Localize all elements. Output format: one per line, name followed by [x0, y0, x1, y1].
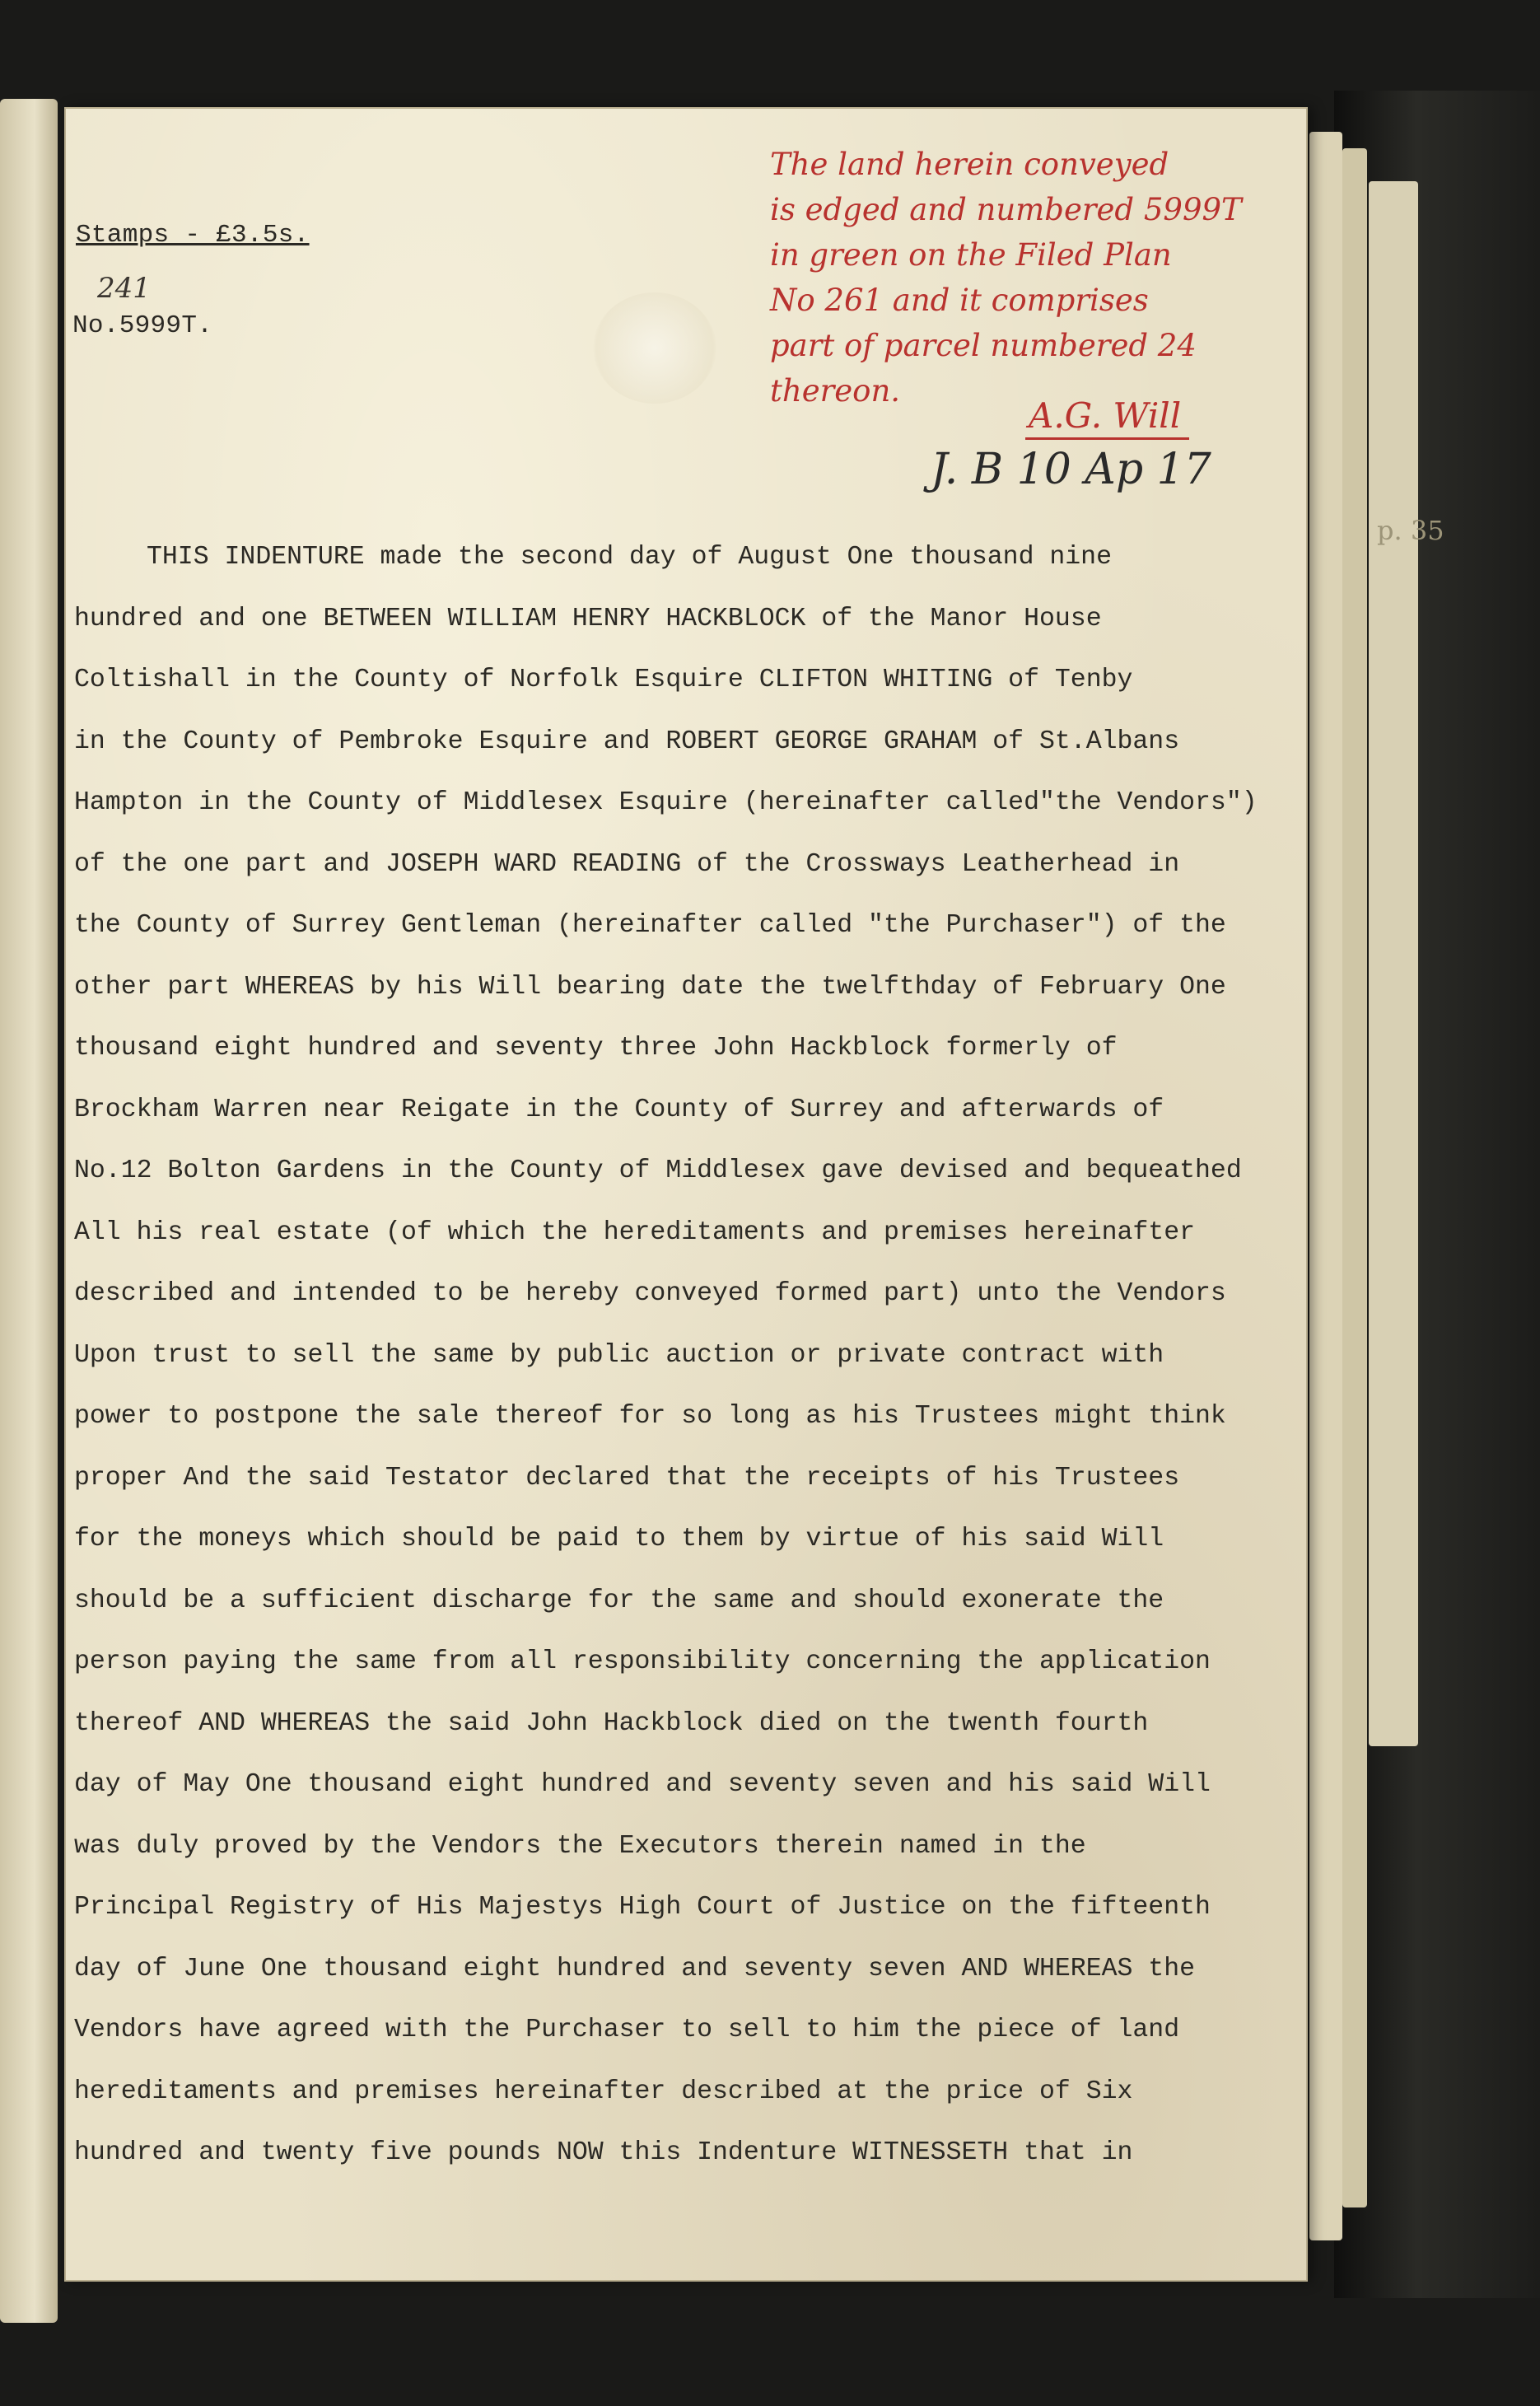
document-number: No.5999T.	[72, 311, 213, 340]
text-line: should be a sufficient discharge for the same and should exonerate the	[74, 1586, 1164, 1615]
text-line: the County of Surrey Gentleman (hereinafter called "the Purchaser") of the	[74, 911, 1226, 940]
text-line: thousand eight hundred and seventy three John Hackblock formerly of	[74, 1034, 1118, 1063]
annotation-line: in green on the Filed Plan	[770, 237, 1172, 273]
text-line: day of June One thousand eight hundred and seventy seven AND WHEREAS the	[74, 1954, 1196, 1983]
text-line: THIS INDENTURE made the second day of August One thousand nine	[147, 543, 1112, 572]
stacked-page-edge	[1342, 148, 1367, 2207]
red-initials: A.G. Will	[1025, 395, 1189, 440]
indenture-text	[74, 527, 1301, 2184]
text-line: described and intended to be hereby conveyed formed part) unto the Vendors	[74, 1279, 1226, 1308]
text-line: other part WHEREAS by his Will bearing date the twelfthday of February One	[74, 972, 1226, 1002]
text-line: for the moneys which should be paid to them by virtue of his said Will	[74, 1525, 1164, 1553]
left-page-edge	[0, 99, 58, 2323]
text-line: proper And the said Testator declared that the receipts of his Trustees	[74, 1463, 1180, 1493]
stacked-page-edge	[1309, 132, 1342, 2240]
text-line: hundred and one BETWEEN WILLIAM HENRY HACKBLOCK of the Manor House	[74, 604, 1102, 633]
text-line: of the one part and JOSEPH WARD READING of the Crossways Leatherhead in	[74, 849, 1180, 879]
text-line: power to postpone the sale thereof for so long as his Trustees might think	[74, 1402, 1226, 1431]
stamps-duty: Stamps - £3.5s.	[76, 221, 310, 250]
annotation-line: The land herein conveyed	[770, 147, 1169, 182]
annotation-line: part of parcel numbered 24	[770, 328, 1197, 363]
margin-page-mark: p. 35	[1377, 515, 1444, 546]
text-line: in the County of Pembroke Esquire and ROBERT GEORGE GRAHAM of St.Albans	[74, 726, 1180, 756]
text-line: thereof AND WHEREAS the said John Hackblock died on the twenth fourth	[74, 1708, 1149, 1738]
embossed-seal-icon	[593, 292, 716, 404]
text-line: was duly proved by the Vendors the Executors therein named in the	[74, 1831, 1086, 1861]
annotation-line: thereon.	[770, 373, 901, 409]
text-line: Coltishall in the County of Norfolk Esquire CLIFTON WHITING of Tenby	[74, 666, 1133, 694]
loose-sheet-edge	[1369, 181, 1418, 1746]
text-line: No.12 Bolton Gardens in the County of Middlesex gave devised and bequeathed	[74, 1156, 1242, 1185]
red-ink-annotation	[770, 142, 1305, 413]
annotation-line: No 261 and it comprises	[770, 283, 1149, 318]
text-line: person paying the same from all responsibility concerning the application	[74, 1647, 1211, 1676]
text-line: hundred and twenty five pounds NOW this Indenture WITNESSETH that in	[74, 2138, 1133, 2167]
text-line: Upon trust to sell the same by public auction or private contract with	[74, 1340, 1164, 1370]
text-line: day of May One thousand eight hundred and seventy seven and his said Will	[74, 1770, 1211, 1799]
text-line: hereditaments and premises hereinafter described at the price of Six	[74, 2077, 1133, 2106]
annotation-line: is edged and numbered 5999T	[770, 192, 1242, 227]
signature-date: J. B 10 Ap 17	[931, 445, 1211, 494]
text-line: Brockham Warren near Reigate in the County of Surrey and afterwards of	[74, 1095, 1164, 1124]
text-line: Principal Registry of His Majestys High Court of Justice on the fifteenth	[74, 1893, 1211, 1922]
text-line: Hampton in the County of Middlesex Esquire (hereinafter called"the Vendors")	[74, 788, 1258, 817]
text-line: Vendors have agreed with the Purchaser to sell to him the piece of land	[74, 2016, 1180, 2044]
handwritten-ref-number: 241	[97, 272, 151, 305]
text-line: All his real estate (of which the hereditaments and premises hereinafter	[74, 1217, 1196, 1247]
